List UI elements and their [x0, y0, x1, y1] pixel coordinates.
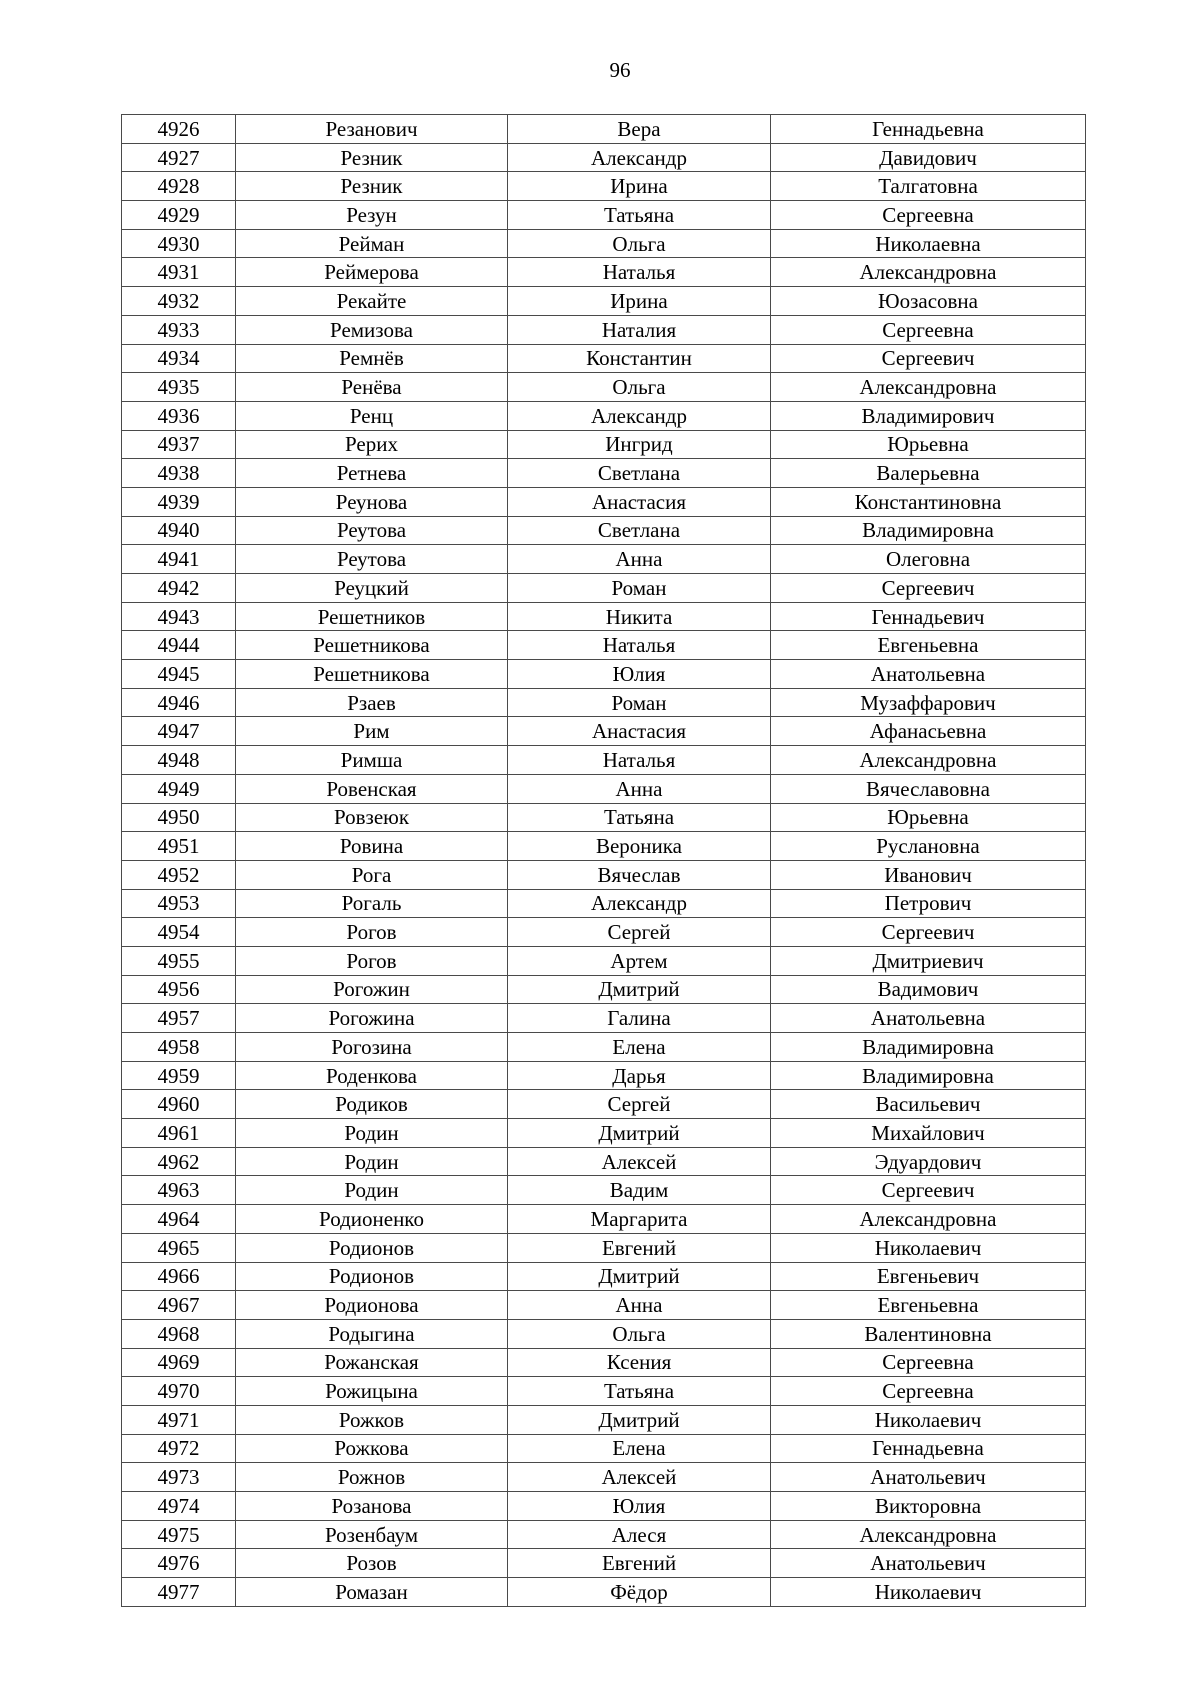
- row-number-cell: 4932: [122, 287, 236, 316]
- table-row: [122, 172, 1086, 201]
- first-name-cell: Анастасия: [508, 717, 771, 746]
- patronymic-cell: Петрович: [771, 889, 1086, 918]
- patronymic-cell: Юозасовна: [771, 287, 1086, 316]
- first-name-cell: Роман: [508, 574, 771, 603]
- row-number-cell: 4969: [122, 1348, 236, 1377]
- last-name-cell: Ромазан: [236, 1578, 508, 1607]
- table-row: [122, 430, 1086, 459]
- patronymic-cell: Александровна: [771, 746, 1086, 775]
- last-name-cell: Родионов: [236, 1233, 508, 1262]
- first-name-cell: Дмитрий: [508, 1405, 771, 1434]
- last-name-cell: Решетникова: [236, 660, 508, 689]
- last-name-cell: Рога: [236, 860, 508, 889]
- table-row: [122, 860, 1086, 889]
- table-row: [122, 115, 1086, 144]
- patronymic-cell: Давидович: [771, 143, 1086, 172]
- patronymic-cell: Олеговна: [771, 545, 1086, 574]
- last-name-cell: Рогозина: [236, 1033, 508, 1062]
- first-name-cell: Алексей: [508, 1147, 771, 1176]
- last-name-cell: Рим: [236, 717, 508, 746]
- table-row: [122, 688, 1086, 717]
- first-name-cell: Елена: [508, 1434, 771, 1463]
- last-name-cell: Розенбаум: [236, 1520, 508, 1549]
- row-number-cell: 4938: [122, 459, 236, 488]
- table-row: [122, 258, 1086, 287]
- row-number-cell: 4944: [122, 631, 236, 660]
- last-name-cell: Резанович: [236, 115, 508, 144]
- first-name-cell: Сергей: [508, 918, 771, 947]
- patronymic-cell: Анатольевич: [771, 1463, 1086, 1492]
- row-number-cell: 4935: [122, 373, 236, 402]
- first-name-cell: Татьяна: [508, 201, 771, 230]
- table-row: [122, 487, 1086, 516]
- table-row: [122, 143, 1086, 172]
- patronymic-cell: Александровна: [771, 258, 1086, 287]
- patronymic-cell: Евгеньевна: [771, 631, 1086, 660]
- patronymic-cell: Юрьевна: [771, 430, 1086, 459]
- last-name-cell: Ровенская: [236, 774, 508, 803]
- table-row: [122, 1549, 1086, 1578]
- patronymic-cell: Владимировна: [771, 1061, 1086, 1090]
- first-name-cell: Ингрид: [508, 430, 771, 459]
- table-row: [122, 1090, 1086, 1119]
- table-row: [122, 602, 1086, 631]
- table-row: [122, 1233, 1086, 1262]
- table-row: [122, 774, 1086, 803]
- table-row: [122, 401, 1086, 430]
- row-number-cell: 4971: [122, 1405, 236, 1434]
- patronymic-cell: Александровна: [771, 373, 1086, 402]
- row-number-cell: 4964: [122, 1205, 236, 1234]
- table-row: [122, 832, 1086, 861]
- row-number-cell: 4948: [122, 746, 236, 775]
- patronymic-cell: Евгеньевна: [771, 1291, 1086, 1320]
- row-number-cell: 4961: [122, 1119, 236, 1148]
- row-number-cell: 4947: [122, 717, 236, 746]
- first-name-cell: Татьяна: [508, 1377, 771, 1406]
- row-number-cell: 4950: [122, 803, 236, 832]
- patronymic-cell: Талгатовна: [771, 172, 1086, 201]
- patronymic-cell: Александровна: [771, 1520, 1086, 1549]
- patronymic-cell: Эдуардович: [771, 1147, 1086, 1176]
- first-name-cell: Дмитрий: [508, 1119, 771, 1148]
- last-name-cell: Ремнёв: [236, 344, 508, 373]
- row-number-cell: 4934: [122, 344, 236, 373]
- last-name-cell: Ренц: [236, 401, 508, 430]
- first-name-cell: Галина: [508, 1004, 771, 1033]
- table-row: [122, 660, 1086, 689]
- first-name-cell: Наталья: [508, 746, 771, 775]
- row-number-cell: 4927: [122, 143, 236, 172]
- last-name-cell: Рзаев: [236, 688, 508, 717]
- page-number: 96: [609, 58, 631, 82]
- last-name-cell: Родин: [236, 1147, 508, 1176]
- row-number-cell: 4943: [122, 602, 236, 631]
- patronymic-cell: Музаффарович: [771, 688, 1086, 717]
- first-name-cell: Светлана: [508, 516, 771, 545]
- last-name-cell: Реуцкий: [236, 574, 508, 603]
- first-name-cell: Вячеслав: [508, 860, 771, 889]
- last-name-cell: Ренёва: [236, 373, 508, 402]
- first-name-cell: Евгений: [508, 1233, 771, 1262]
- table-row: [122, 1463, 1086, 1492]
- table-row: [122, 1061, 1086, 1090]
- first-name-cell: Артем: [508, 946, 771, 975]
- patronymic-cell: Михайлович: [771, 1119, 1086, 1148]
- first-name-cell: Дарья: [508, 1061, 771, 1090]
- first-name-cell: Дмитрий: [508, 975, 771, 1004]
- last-name-cell: Розанова: [236, 1492, 508, 1521]
- patronymic-cell: Викторовна: [771, 1492, 1086, 1521]
- patronymic-cell: Юрьевна: [771, 803, 1086, 832]
- row-number-cell: 4973: [122, 1463, 236, 1492]
- last-name-cell: Розов: [236, 1549, 508, 1578]
- table-row: [122, 717, 1086, 746]
- first-name-cell: Евгений: [508, 1549, 771, 1578]
- patronymic-cell: Сергеевич: [771, 574, 1086, 603]
- row-number-cell: 4967: [122, 1291, 236, 1320]
- row-number-cell: 4941: [122, 545, 236, 574]
- patronymic-cell: Анатольевна: [771, 660, 1086, 689]
- last-name-cell: Родионенко: [236, 1205, 508, 1234]
- first-name-cell: Алексей: [508, 1463, 771, 1492]
- last-name-cell: Рогожина: [236, 1004, 508, 1033]
- patronymic-cell: Анатольевна: [771, 1004, 1086, 1033]
- row-number-cell: 4930: [122, 229, 236, 258]
- row-number-cell: 4956: [122, 975, 236, 1004]
- last-name-cell: Родиков: [236, 1090, 508, 1119]
- last-name-cell: Реутова: [236, 545, 508, 574]
- last-name-cell: Рожнов: [236, 1463, 508, 1492]
- table-row: [122, 574, 1086, 603]
- row-number-cell: 4957: [122, 1004, 236, 1033]
- last-name-cell: Родин: [236, 1119, 508, 1148]
- row-number-cell: 4955: [122, 946, 236, 975]
- first-name-cell: Вероника: [508, 832, 771, 861]
- patronymic-cell: Афанасьевна: [771, 717, 1086, 746]
- first-name-cell: Ксения: [508, 1348, 771, 1377]
- first-name-cell: Алеся: [508, 1520, 771, 1549]
- table-row: [122, 1147, 1086, 1176]
- first-name-cell: Ирина: [508, 287, 771, 316]
- patronymic-cell: Сергеевна: [771, 201, 1086, 230]
- last-name-cell: Реймерова: [236, 258, 508, 287]
- row-number-cell: 4958: [122, 1033, 236, 1062]
- first-name-cell: Ольга: [508, 229, 771, 258]
- table-row: [122, 459, 1086, 488]
- row-number-cell: 4937: [122, 430, 236, 459]
- first-name-cell: Юлия: [508, 660, 771, 689]
- first-name-cell: Наталья: [508, 631, 771, 660]
- last-name-cell: Рожицына: [236, 1377, 508, 1406]
- table-row: [122, 373, 1086, 402]
- table-row: [122, 918, 1086, 947]
- row-number-cell: 4972: [122, 1434, 236, 1463]
- row-number-cell: 4953: [122, 889, 236, 918]
- patronymic-cell: Валерьевна: [771, 459, 1086, 488]
- patronymic-cell: Сергеевна: [771, 315, 1086, 344]
- patronymic-cell: Николаевна: [771, 229, 1086, 258]
- first-name-cell: Наталья: [508, 258, 771, 287]
- table-row: [122, 1291, 1086, 1320]
- table-row: [122, 746, 1086, 775]
- row-number-cell: 4974: [122, 1492, 236, 1521]
- row-number-cell: 4940: [122, 516, 236, 545]
- patronymic-cell: Владимирович: [771, 401, 1086, 430]
- table-row: [122, 1119, 1086, 1148]
- last-name-cell: Родин: [236, 1176, 508, 1205]
- first-name-cell: Ольга: [508, 1319, 771, 1348]
- last-name-cell: Рогаль: [236, 889, 508, 918]
- last-name-cell: Ретнева: [236, 459, 508, 488]
- first-name-cell: Наталия: [508, 315, 771, 344]
- last-name-cell: Рейман: [236, 229, 508, 258]
- patronymic-cell: Николаевич: [771, 1405, 1086, 1434]
- table-row: [122, 287, 1086, 316]
- first-name-cell: Анна: [508, 1291, 771, 1320]
- last-name-cell: Решетникова: [236, 631, 508, 660]
- table-row: [122, 889, 1086, 918]
- table-row: [122, 1262, 1086, 1291]
- first-name-cell: Елена: [508, 1033, 771, 1062]
- first-name-cell: Анна: [508, 774, 771, 803]
- first-name-cell: Константин: [508, 344, 771, 373]
- patronymic-cell: Валентиновна: [771, 1319, 1086, 1348]
- patronymic-cell: Васильевич: [771, 1090, 1086, 1119]
- last-name-cell: Ровзеюк: [236, 803, 508, 832]
- first-name-cell: Вадим: [508, 1176, 771, 1205]
- last-name-cell: Ровина: [236, 832, 508, 861]
- first-name-cell: Татьяна: [508, 803, 771, 832]
- first-name-cell: Маргарита: [508, 1205, 771, 1234]
- row-number-cell: 4970: [122, 1377, 236, 1406]
- row-number-cell: 4960: [122, 1090, 236, 1119]
- last-name-cell: Реутова: [236, 516, 508, 545]
- row-number-cell: 4926: [122, 115, 236, 144]
- row-number-cell: 4933: [122, 315, 236, 344]
- row-number-cell: 4975: [122, 1520, 236, 1549]
- row-number-cell: 4949: [122, 774, 236, 803]
- patronymic-cell: Дмитриевич: [771, 946, 1086, 975]
- table-row: [122, 229, 1086, 258]
- first-name-cell: Александр: [508, 401, 771, 430]
- table-row: [122, 1004, 1086, 1033]
- table-row: [122, 1492, 1086, 1521]
- row-number-cell: 4954: [122, 918, 236, 947]
- patronymic-cell: Сергеевна: [771, 1377, 1086, 1406]
- first-name-cell: Александр: [508, 143, 771, 172]
- row-number-cell: 4977: [122, 1578, 236, 1607]
- first-name-cell: Сергей: [508, 1090, 771, 1119]
- table-row: [122, 975, 1086, 1004]
- first-name-cell: Анастасия: [508, 487, 771, 516]
- patronymic-cell: Сергеевич: [771, 344, 1086, 373]
- table-row: [122, 1176, 1086, 1205]
- row-number-cell: 4939: [122, 487, 236, 516]
- last-name-cell: Рожанская: [236, 1348, 508, 1377]
- table-row: [122, 803, 1086, 832]
- last-name-cell: Реунова: [236, 487, 508, 516]
- row-number-cell: 4965: [122, 1233, 236, 1262]
- row-number-cell: 4946: [122, 688, 236, 717]
- table-row: [122, 631, 1086, 660]
- table-row: [122, 1434, 1086, 1463]
- table-row: [122, 201, 1086, 230]
- first-name-cell: Фёдор: [508, 1578, 771, 1607]
- row-number-cell: 4968: [122, 1319, 236, 1348]
- last-name-cell: Рекайте: [236, 287, 508, 316]
- first-name-cell: Никита: [508, 602, 771, 631]
- row-number-cell: 4966: [122, 1262, 236, 1291]
- last-name-cell: Рожков: [236, 1405, 508, 1434]
- table-row: [122, 344, 1086, 373]
- patronymic-cell: Николаевич: [771, 1233, 1086, 1262]
- patronymic-cell: Вячеславовна: [771, 774, 1086, 803]
- last-name-cell: Роденкова: [236, 1061, 508, 1090]
- patronymic-cell: Константиновна: [771, 487, 1086, 516]
- last-name-cell: Римша: [236, 746, 508, 775]
- patronymic-cell: Владимировна: [771, 1033, 1086, 1062]
- first-name-cell: Светлана: [508, 459, 771, 488]
- patronymic-cell: Анатольевич: [771, 1549, 1086, 1578]
- row-number-cell: 4929: [122, 201, 236, 230]
- first-name-cell: Дмитрий: [508, 1262, 771, 1291]
- patronymic-cell: Руслановна: [771, 832, 1086, 861]
- name-table: [121, 114, 1086, 1607]
- table-row: [122, 946, 1086, 975]
- row-number-cell: 4959: [122, 1061, 236, 1090]
- patronymic-cell: Сергеевич: [771, 1176, 1086, 1205]
- last-name-cell: Решетников: [236, 602, 508, 631]
- last-name-cell: Рогожин: [236, 975, 508, 1004]
- first-name-cell: Юлия: [508, 1492, 771, 1521]
- table-row: [122, 1319, 1086, 1348]
- patronymic-cell: Николаевич: [771, 1578, 1086, 1607]
- last-name-cell: Рогов: [236, 918, 508, 947]
- patronymic-cell: Геннадьевна: [771, 115, 1086, 144]
- table-row: [122, 1348, 1086, 1377]
- name-table-body: [122, 115, 1086, 1607]
- table-row: [122, 315, 1086, 344]
- row-number-cell: 4951: [122, 832, 236, 861]
- row-number-cell: 4962: [122, 1147, 236, 1176]
- patronymic-cell: Геннадьевна: [771, 1434, 1086, 1463]
- last-name-cell: Резник: [236, 172, 508, 201]
- row-number-cell: 4945: [122, 660, 236, 689]
- first-name-cell: Роман: [508, 688, 771, 717]
- last-name-cell: Резун: [236, 201, 508, 230]
- last-name-cell: Рогов: [236, 946, 508, 975]
- first-name-cell: Ольга: [508, 373, 771, 402]
- patronymic-cell: Владимировна: [771, 516, 1086, 545]
- table-row: [122, 1405, 1086, 1434]
- row-number-cell: 4931: [122, 258, 236, 287]
- table-row: [122, 1520, 1086, 1549]
- patronymic-cell: Иванович: [771, 860, 1086, 889]
- row-number-cell: 4952: [122, 860, 236, 889]
- table-row: [122, 545, 1086, 574]
- patronymic-cell: Вадимович: [771, 975, 1086, 1004]
- table-row: [122, 1377, 1086, 1406]
- last-name-cell: Родыгина: [236, 1319, 508, 1348]
- first-name-cell: Анна: [508, 545, 771, 574]
- last-name-cell: Рожкова: [236, 1434, 508, 1463]
- table-row: [122, 1205, 1086, 1234]
- last-name-cell: Резник: [236, 143, 508, 172]
- patronymic-cell: Геннадьевич: [771, 602, 1086, 631]
- table-row: [122, 1033, 1086, 1062]
- row-number-cell: 4928: [122, 172, 236, 201]
- row-number-cell: 4963: [122, 1176, 236, 1205]
- last-name-cell: Родионов: [236, 1262, 508, 1291]
- last-name-cell: Родионова: [236, 1291, 508, 1320]
- last-name-cell: Рерих: [236, 430, 508, 459]
- last-name-cell: Ремизова: [236, 315, 508, 344]
- row-number-cell: 4976: [122, 1549, 236, 1578]
- first-name-cell: Александр: [508, 889, 771, 918]
- table-row: [122, 1578, 1086, 1607]
- patronymic-cell: Александровна: [771, 1205, 1086, 1234]
- patronymic-cell: Сергеевич: [771, 918, 1086, 947]
- first-name-cell: Вера: [508, 115, 771, 144]
- patronymic-cell: Евгеньевич: [771, 1262, 1086, 1291]
- row-number-cell: 4936: [122, 401, 236, 430]
- patronymic-cell: Сергеевна: [771, 1348, 1086, 1377]
- row-number-cell: 4942: [122, 574, 236, 603]
- table-row: [122, 516, 1086, 545]
- first-name-cell: Ирина: [508, 172, 771, 201]
